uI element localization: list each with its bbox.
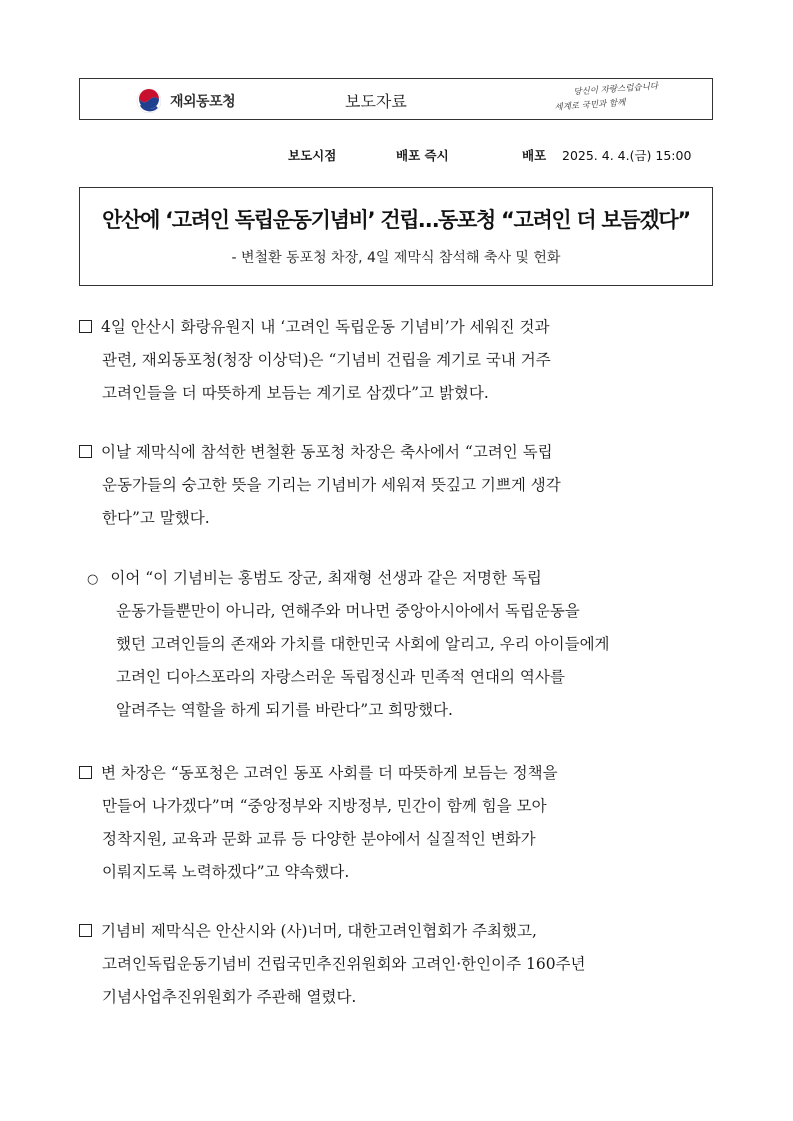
circle-bullet-icon: ○	[87, 572, 99, 587]
paragraph-text: 이어 “이 기념비는 홍범도 장군, 최재형 선생과 같은 저명한 독립	[110, 569, 542, 587]
square-bullet-icon	[79, 766, 92, 779]
paragraph-line	[79, 757, 713, 790]
slogan-line-2: 세계로 국민과 함께	[554, 97, 626, 113]
paragraph-text: 기념비 제막식은 안산시와 (사)너머, 대한고려인협회가 주최했고,	[101, 922, 537, 940]
paragraph-line	[87, 562, 713, 595]
paragraph-line: 고려인들을 더 따뜻하게 보듬는 계기로 삼겠다”고 밝혔다.	[102, 384, 489, 402]
agency-emblem-icon	[136, 88, 162, 114]
title-box	[79, 187, 713, 286]
paragraph-2	[79, 436, 713, 535]
header-box	[79, 78, 713, 120]
distribution-label: 배포	[522, 148, 547, 163]
release-time-label: 보도시점	[288, 148, 337, 163]
paragraph-line: 기념사업추진위원회가 주관해 열렸다.	[102, 988, 357, 1006]
paragraph-line	[79, 311, 713, 344]
paragraph-line: 관련, 재외동포청(청장 이상덕)은 “기념비 건립을 계기로 국내 거주	[102, 351, 551, 369]
paragraph-4	[79, 757, 713, 889]
paragraph-line	[79, 915, 713, 948]
square-bullet-icon	[79, 445, 92, 458]
release-info	[0, 146, 793, 164]
paragraph-1	[79, 311, 713, 410]
paragraph-line: 알려주는 역할을 하게 되기를 바란다”고 희망했다.	[116, 701, 453, 719]
distribution-date: 2025. 4. 4.(금) 15:00	[562, 148, 692, 163]
paragraph-text: 변 차장은 “동포청은 고려인 동포 사회를 더 따뜻하게 보듬는 정책을	[101, 764, 558, 782]
paragraph-line: 고려인 디아스포라의 자랑스러운 독립정신과 민족적 연대의 역사를	[116, 668, 565, 686]
paragraph-line: 이뤄지도록 노력하겠다”고 약속했다.	[102, 863, 350, 881]
slogan-line-1: 당신이 자랑스럽습니다	[573, 81, 659, 98]
paragraph-line: 운동가들뿐만이 아니라, 연해주와 머나먼 중앙아시아에서 독립운동을	[116, 602, 580, 620]
agency-logo	[136, 88, 235, 114]
release-label: 보도자료	[345, 92, 407, 111]
paragraph-5	[79, 915, 713, 1014]
agency-name: 재외동포청	[170, 94, 236, 110]
paragraph-line: 운동가들의 숭고한 뜻을 기리는 기념비가 세워져 뜻깊고 기쁘게 생각	[102, 476, 561, 494]
square-bullet-icon	[79, 924, 92, 937]
paragraph-text: 이날 제막식에 참석한 변철환 동포청 차장은 축사에서 “고려인 독립	[101, 443, 553, 461]
paragraph-line: 한다”고 말했다.	[102, 509, 210, 527]
paragraph-text: 4일 안산시 화랑유원지 내 ‘고려인 독립운동 기념비’가 세워진 것과	[101, 318, 550, 336]
paragraph-line	[79, 436, 713, 469]
handwritten-slogan	[549, 79, 671, 119]
headline: 안산에 ‘고려인 독립운동기념비’ 건립…동포청 “고려인 더 보듬겠다”	[102, 208, 690, 232]
square-bullet-icon	[79, 320, 92, 333]
release-time-value: 배포 즉시	[396, 148, 449, 163]
paragraph-line: 고려인독립운동기념비 건립국민추진위원회와 고려인·한인이주 160주년	[102, 955, 586, 973]
subheadline: - 변철환 동포청 차장, 4일 제막식 참석해 축사 및 헌화	[231, 250, 561, 266]
paragraph-line: 했던 고려인들의 존재와 가치를 대한민국 사회에 알리고, 우리 아이들에게	[116, 635, 610, 653]
paragraph-3	[87, 562, 713, 727]
paragraph-line: 정착지원, 교육과 문화 교류 등 다양한 분야에서 실질적인 변화가	[102, 830, 536, 848]
paragraph-line: 만들어 나가겠다”며 “중앙정부와 지방정부, 민간이 함께 힘을 모아	[102, 797, 547, 815]
